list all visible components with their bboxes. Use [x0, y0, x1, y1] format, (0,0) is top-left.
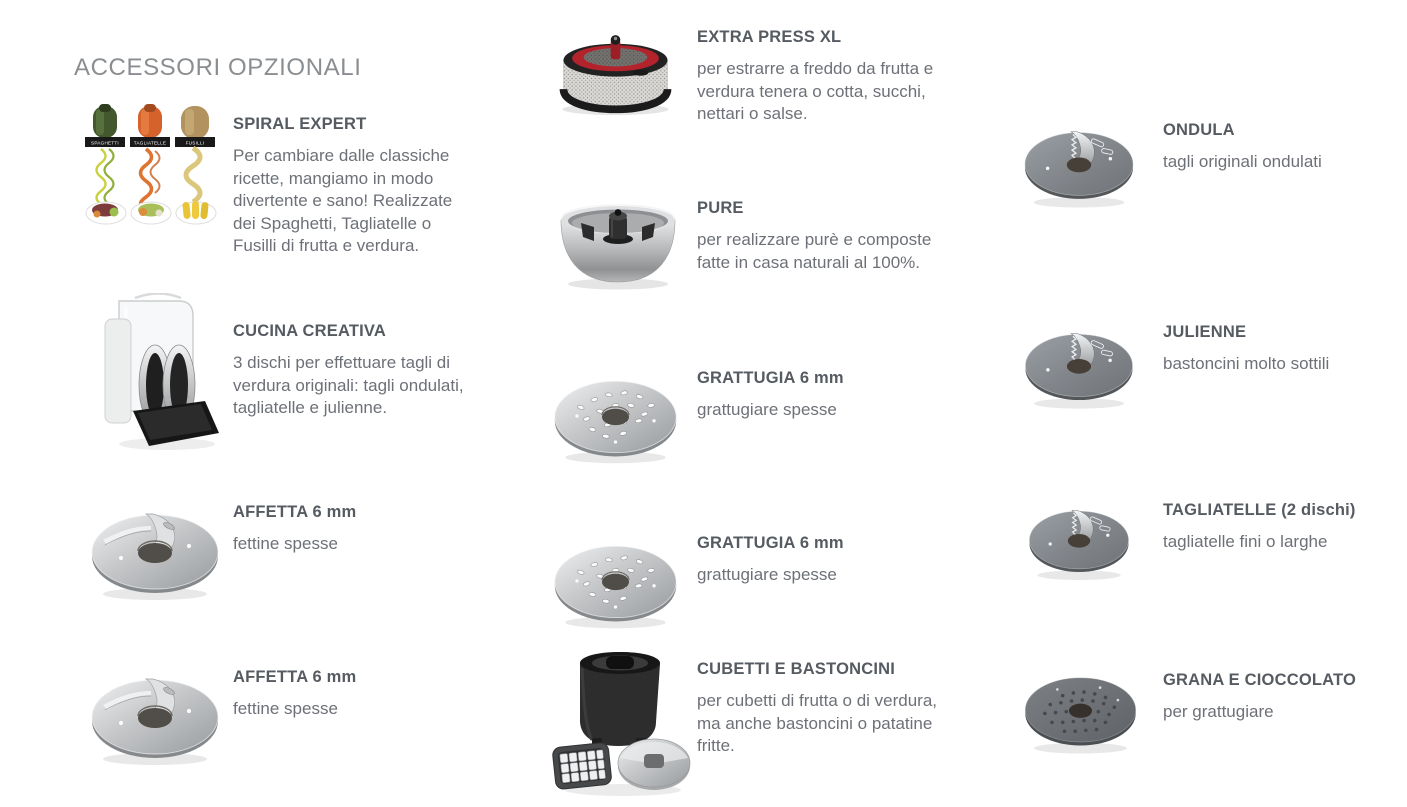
- puree-bowl-image: [548, 196, 688, 296]
- accessory-description: tagli originali ondulati: [1163, 152, 1322, 171]
- accessory-title: AFFETTA 6 mm: [233, 668, 357, 686]
- press-basket-image: [548, 12, 683, 123]
- julienne-disc-image: [1018, 318, 1140, 418]
- accessory-title: JULIENNE: [1163, 323, 1247, 341]
- slicing-disc-image: [85, 660, 225, 777]
- grating-disc-image: [548, 528, 683, 639]
- accessory-description: per cubetti di frutta o di verdura, ma anche bastoncini o patatine fritte.: [697, 691, 938, 755]
- accessory-description: per estrarre a freddo da frutta e verdura tenera o cotta, succhi, nettari o salse.: [697, 59, 934, 123]
- accessory-description: bastoncini molto sottili: [1163, 354, 1330, 373]
- accessory-title: GRATTUGIA 6 mm: [697, 369, 844, 387]
- grating-disc-image: [548, 363, 683, 474]
- accessory-title: GRATTUGIA 6 mm: [697, 534, 844, 552]
- storage-box-image: [85, 293, 225, 458]
- accessory-description: grattugiare spesse: [697, 400, 837, 419]
- wavy-cut-disc-image: [1018, 116, 1140, 217]
- spiral-label-spaghetti: SPAGHETTI: [91, 140, 119, 146]
- accessory-title: TAGLIATELLE (2 dischi): [1163, 501, 1356, 519]
- accessory-title: CUCINA CREATIVA: [233, 322, 387, 340]
- accessory-title: EXTRA PRESS XL: [697, 28, 842, 46]
- accessory-description: grattugiare spesse: [697, 565, 837, 584]
- slicing-disc-image: [85, 495, 225, 612]
- accessory-title: GRANA E CIOCCOLATO: [1163, 671, 1357, 689]
- dicing-kit-image: [548, 648, 693, 803]
- tagliatelle-disc-image: [1018, 496, 1140, 589]
- accessory-title: AFFETTA 6 mm: [233, 503, 357, 521]
- accessory-description: Per cambiare dalle classiche ricette, mangiamo in modo divertente e sano! Realizzate dei Spaghetti, Tagliatelle o Fusilli di frutta e verdura.: [233, 146, 453, 255]
- page-title: ACCESSORI OPZIONALI: [74, 54, 362, 82]
- accessory-description: per realizzare purè e composte fatte in casa naturali al 100%.: [697, 230, 932, 272]
- accessory-description: fettine spesse: [233, 534, 338, 553]
- accessory-description: tagliatelle fini o larghe: [1163, 532, 1328, 551]
- accessory-title: ONDULA: [1163, 121, 1235, 139]
- accessory-description: 3 dischi per effettuare tagli di verdura originali: tagli ondulati, tagliatelle e julienne.: [233, 353, 464, 417]
- spiral-label-fusilli: FUSILLI: [185, 140, 205, 146]
- spiral-expert-image: [85, 103, 220, 233]
- accessory-description: per grattugiare: [1163, 702, 1274, 721]
- accessory-title: PURE: [697, 199, 744, 217]
- accessory-title: CUBETTI E BASTONCINI: [697, 660, 896, 678]
- spiral-label-tagliatelle: TAGLIATELLE: [133, 140, 167, 146]
- accessory-description: fettine spesse: [233, 699, 338, 718]
- accessory-title: SPIRAL EXPERT: [233, 115, 367, 133]
- grana-disc-image: [1018, 660, 1143, 763]
